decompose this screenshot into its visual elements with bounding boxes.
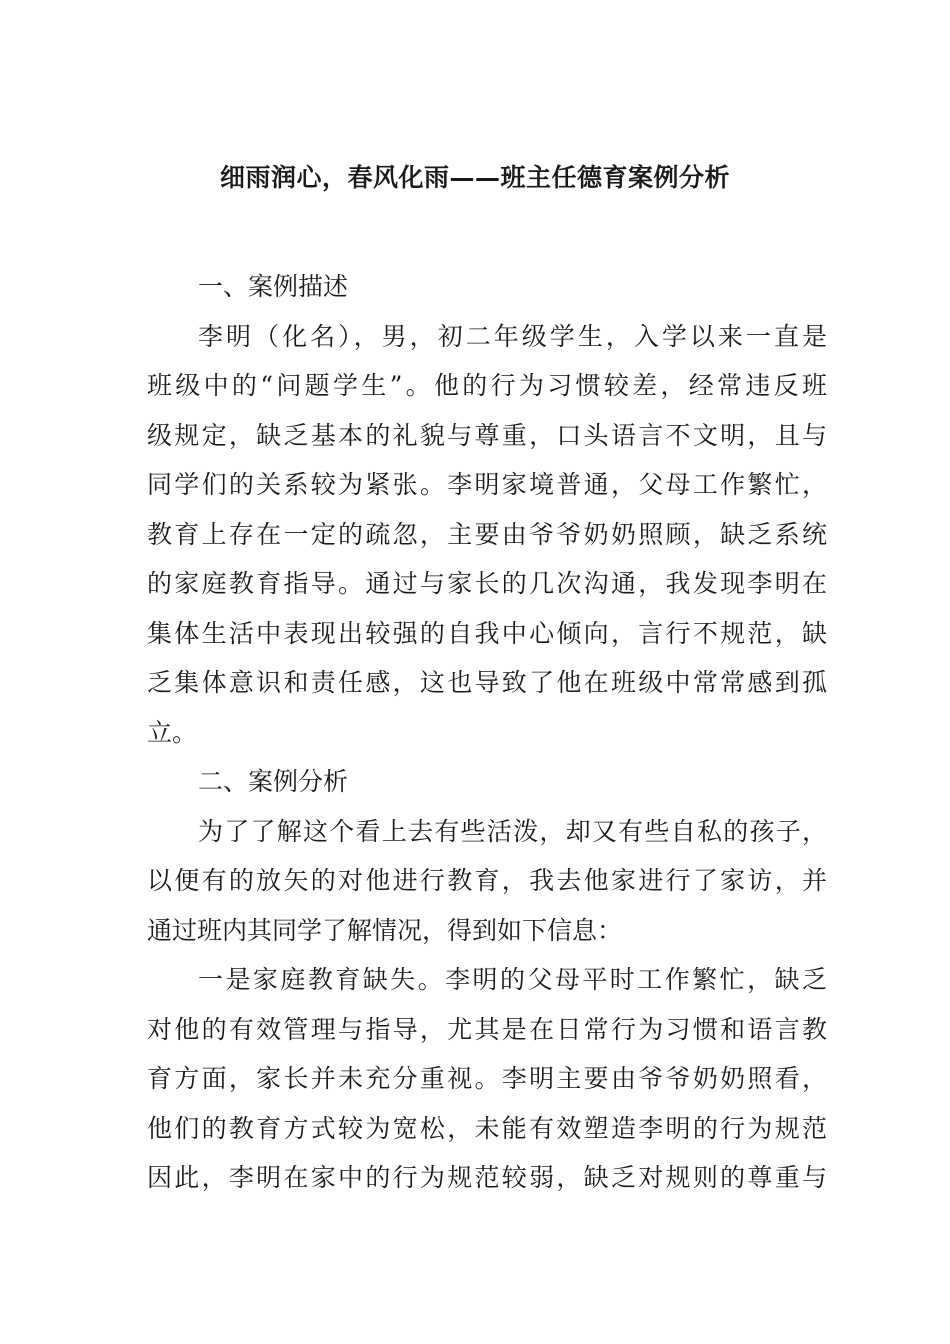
paragraph-line: 因此，李明在家中的行为规范较弱，缺乏对规则的尊重与	[147, 1163, 827, 1192]
paragraph-line: 一是家庭教育缺失。李明的父母平时工作繁忙，缺乏	[198, 965, 827, 994]
paragraph-line: 育方面，家长并未充分重视。李明主要由爷爷奶奶照看，	[147, 1064, 827, 1093]
paragraph-line: 他们的教育方式较为宽松，未能有效塑造李明的行为规范	[147, 1113, 827, 1143]
paragraph-line: 通过班内其同学了解情况，得到如下信息：	[147, 915, 623, 945]
paragraph-line: 为了了解这个看上去有些活泼，却又有些自私的孩子，	[198, 816, 827, 846]
paragraph-line: 以便有的放矢的对他进行教育，我去他家进行了家访，并	[147, 866, 827, 895]
paragraph-line: 同学们的关系较为紧张。李明家境普通，父母工作繁忙，	[147, 470, 827, 499]
document-body	[147, 262, 827, 1203]
section-heading: 二、案例分析	[198, 767, 349, 796]
paragraph-line: 级规定，缺乏基本的礼貌与尊重，口头语言不文明，且与	[147, 420, 827, 450]
paragraph-line: 的家庭教育指导。通过与家长的几次沟通，我发现李明在	[147, 569, 827, 598]
paragraph-line: 乏集体意识和责任感，这也导致了他在班级中常常感到孤	[147, 668, 827, 697]
paragraph-line: 教育上存在一定的疏忽，主要由爷爷奶奶照顾，缺乏系统	[147, 519, 827, 549]
paragraph-line: 对他的有效管理与指导，尤其是在日常行为习惯和语言教	[147, 1014, 827, 1044]
paragraph-line: 立。	[147, 717, 198, 747]
paragraph-line: 李明（化名），男，初二年级学生，入学以来一直是	[198, 321, 827, 351]
section-heading: 一、案例描述	[198, 272, 349, 301]
document-title: 细雨润心，春风化雨——班主任德育案例分析	[219, 163, 730, 192]
paragraph-line: 集体生活中表现出较强的自我中心倾向，言行不规范，缺	[147, 618, 827, 648]
paragraph-line: 班级中的“问题学生”。他的行为习惯较差，经常违反班	[147, 371, 827, 400]
